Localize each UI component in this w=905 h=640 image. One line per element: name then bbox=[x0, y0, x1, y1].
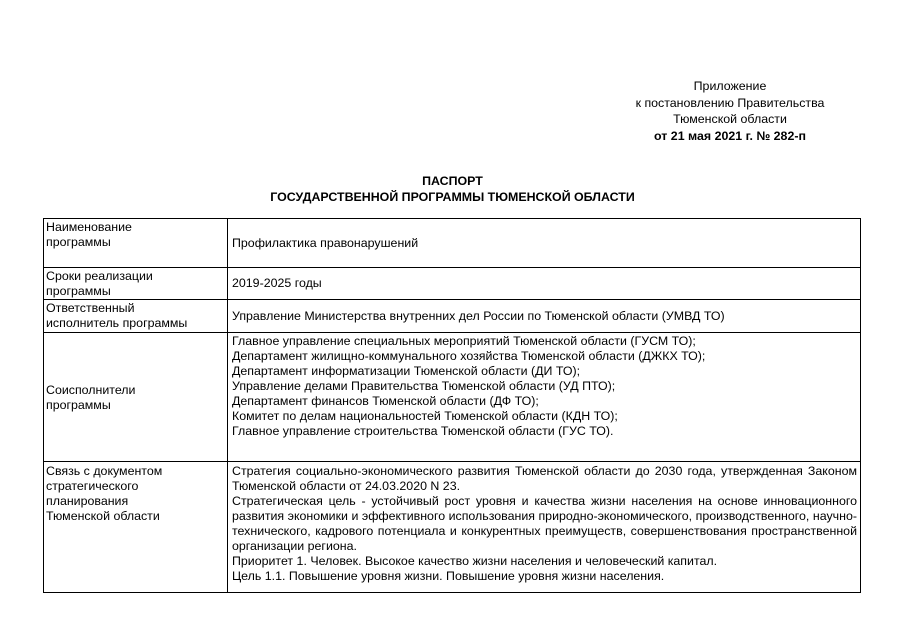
label-cell bbox=[44, 219, 228, 268]
label-cell bbox=[44, 333, 228, 462]
table-row-name bbox=[44, 219, 861, 268]
value-cell bbox=[228, 462, 861, 593]
table-row-coexecutors bbox=[44, 333, 861, 462]
label-line: программы bbox=[46, 284, 111, 298]
coexecutor-item: Департамент жилищно-коммунального хозяйства Тюменской области (ДЖКХ ТО); bbox=[232, 349, 706, 363]
label-line: Ответственный bbox=[46, 301, 135, 315]
value-cell bbox=[228, 268, 861, 300]
label-line: Наименование bbox=[46, 220, 132, 234]
label-cell bbox=[44, 300, 228, 333]
title-line-passport: ПАСПОРТ bbox=[422, 174, 483, 188]
label-line: Сроки реализации bbox=[46, 269, 153, 283]
coexecutor-item: Главное управление специальных мероприятий Тюменской области (ГУСМ ТО); bbox=[232, 334, 696, 348]
label-line: программы bbox=[46, 397, 111, 412]
document-title bbox=[0, 173, 905, 205]
table-row-strategy bbox=[44, 462, 861, 593]
value-cell bbox=[228, 300, 861, 333]
label-line: Связь с документом bbox=[46, 464, 163, 478]
appendix-title: Приложение bbox=[693, 79, 767, 93]
program-period: 2019-2025 годы bbox=[232, 276, 322, 290]
passport-table bbox=[43, 218, 861, 593]
strategy-document: Стратегия социально-экономического развития Тюменской области до 2030 года, утвержденная Законом Тюменской области от 24.03.2020 N 23. bbox=[232, 464, 857, 493]
coexecutor-item: Департамент финансов Тюменской области (ДФ ТО); bbox=[232, 394, 539, 408]
goal: Цель 1.1. Повышение уровня жизни. Повышение уровня жизни населения. bbox=[232, 569, 665, 583]
value-cell bbox=[228, 333, 861, 462]
strategic-goal: Стратегическая цель - устойчивый рост уровня и качества жизни населения на основе инновационного развития экономики и эффективного использования природно-экономического, производственного, научно-технического, кадрового потенциала и конкурентных преимуществ, совершенствования пространственной организации региона. bbox=[232, 494, 857, 553]
label-line: исполнитель программы bbox=[46, 316, 188, 330]
coexecutor-item: Главное управление строительства Тюменской области (ГУС ТО). bbox=[232, 424, 614, 438]
coexecutor-item: Департамент информатизации Тюменской области (ДИ ТО); bbox=[232, 364, 581, 378]
label-cell bbox=[44, 462, 228, 593]
responsible-executor: Управление Министерства внутренних дел России по Тюменской области (УМВД ТО) bbox=[232, 308, 725, 323]
coexecutor-item: Управление делами Правительства Тюменской области (УД ПТО); bbox=[232, 379, 616, 393]
label-line: Соисполнители bbox=[46, 382, 136, 397]
coexecutor-item: Комитет по делам национальностей Тюменской области (КДН ТО); bbox=[232, 409, 618, 423]
value-cell bbox=[228, 219, 861, 268]
priority: Приоритет 1. Человек. Высокое качество жизни населения и человеческий капитал. bbox=[232, 554, 718, 568]
appendix-region: Тюменской области bbox=[673, 112, 787, 126]
label-line: планирования bbox=[46, 494, 129, 508]
title-line-program: ГОСУДАРСТВЕННОЙ ПРОГРАММЫ ТЮМЕНСКОЙ ОБЛАСТИ bbox=[270, 190, 635, 204]
table-row-period bbox=[44, 268, 861, 300]
program-name: Профилактика правонарушений bbox=[232, 235, 419, 250]
label-cell bbox=[44, 268, 228, 300]
appendix-block bbox=[560, 78, 900, 144]
label-line: Тюменской области bbox=[46, 509, 160, 523]
appendix-date-number: от 21 мая 2021 г. № 282-п bbox=[654, 128, 806, 143]
label-line: программы bbox=[46, 235, 111, 249]
table-row-responsible bbox=[44, 300, 861, 333]
label-line: стратегического bbox=[46, 479, 139, 493]
appendix-resolution: к постановлению Правительства bbox=[635, 95, 825, 110]
